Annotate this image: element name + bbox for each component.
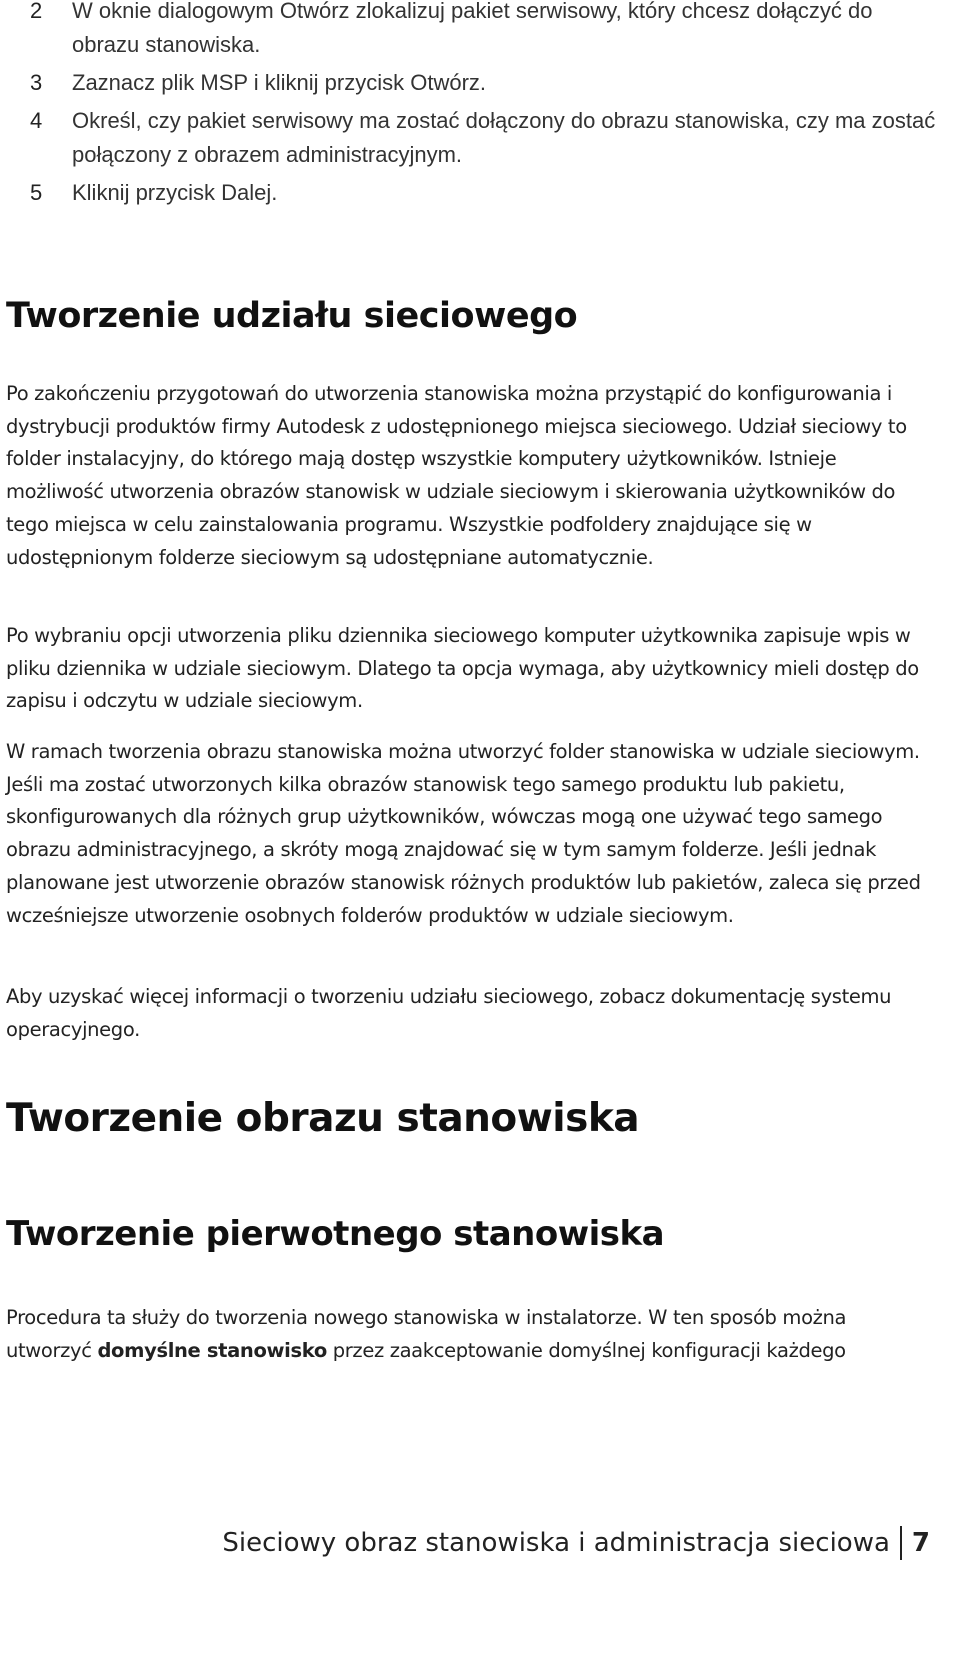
page-footer	[222, 1526, 930, 1560]
step-text: Zaznacz plik MSP i kliknij przycisk Otwórz.	[72, 70, 487, 95]
step-number: 5	[30, 180, 43, 205]
paragraph: W ramach tworzenia obrazu stanowiska można utworzyć folder stanowiska w udziale sieciowym. Jeśli ma zostać utworzonych kilka obrazów stanowisk tego samego produktu lub pakietu, skonfigurowanych dla różnych grup użytkowników, wówczas mogą one używać tego samego obrazu administracyjnego, a skróty mogą znajdować się w tym samym folderze. Jeśli jednak planowane jest utworzenie obrazów stanowisk różnych produktów lub pakietów, zaleca się przed wcześniejsze utworzenie osobnych folderów produktów w udziale sieciowym.	[6, 740, 921, 927]
section-heading-network-share: Tworzenie udziału sieciowego	[6, 296, 578, 336]
paragraph-text: przez zaakceptowanie domyślnej konfiguracji każdego	[326, 1338, 846, 1362]
step-text: Określ, czy pakiet serwisowy ma zostać dołączony do obrazu stanowiska, czy ma zostać połączony z obrazem administracyjnym.	[72, 108, 936, 167]
page-number: 7	[911, 1528, 930, 1558]
step-number: 3	[30, 70, 43, 95]
subsection-heading-primary-deployment: Tworzenie pierwotnego stanowiska	[6, 1214, 665, 1254]
bold-term: domyślne stanowisko	[97, 1338, 327, 1362]
step-text: W oknie dialogowym Otwórz zlokalizuj pakiet serwisowy, który chcesz dołączyć do obrazu stanowiska.	[72, 0, 873, 57]
step-number: 2	[30, 0, 43, 23]
list-item	[0, 104, 960, 172]
list-item	[0, 176, 960, 210]
list-item	[0, 0, 960, 62]
footer-title: Sieciowy obraz stanowiska i administracja sieciowa	[222, 1528, 890, 1558]
list-item	[0, 66, 960, 100]
paragraph	[6, 1302, 926, 1367]
footer-divider	[900, 1526, 902, 1560]
paragraph: Po wybraniu opcji utworzenia pliku dziennika sieciowego komputer użytkownika zapisuje wpis w pliku dziennika w udziale sieciowym. Dlatego ta opcja wymaga, aby użytkownicy mieli dostęp do zapisu i odczytu w udziale sieciowym.	[6, 624, 919, 713]
step-text: Kliknij przycisk Dalej.	[72, 180, 278, 205]
paragraph: Po zakończeniu przygotowań do utworzenia stanowiska można przystąpić do konfigurowania i dystrybucji produktów firmy Autodesk z udostępnionego miejsca sieciowego. Udział sieciowy to folder instalacyjny, do którego mają dostęp wszystkie komputery użytkowników. Istnieje możliwość utworzenia obrazów stanowisk w udziale sieciowym i skierowania użytkowników do tego miejsca w celu zainstalowania programu. Wszystkie podfoldery znajdujące się w udostępnionym folderze sieciowym są udostępniane automatycznie.	[6, 382, 907, 569]
paragraph-text: Procedura ta służy do tworzenia nowego stanowiska w instalatorze. W ten sposób można utworzyć	[6, 1306, 847, 1362]
section-heading-deployment-image: Tworzenie obrazu stanowiska	[6, 1096, 640, 1141]
step-number: 4	[30, 108, 43, 133]
numbered-steps-list	[0, 0, 960, 214]
paragraph: Aby uzyskać więcej informacji o tworzeniu udziału sieciowego, zobacz dokumentację systemu operacyjnego.	[6, 985, 892, 1041]
